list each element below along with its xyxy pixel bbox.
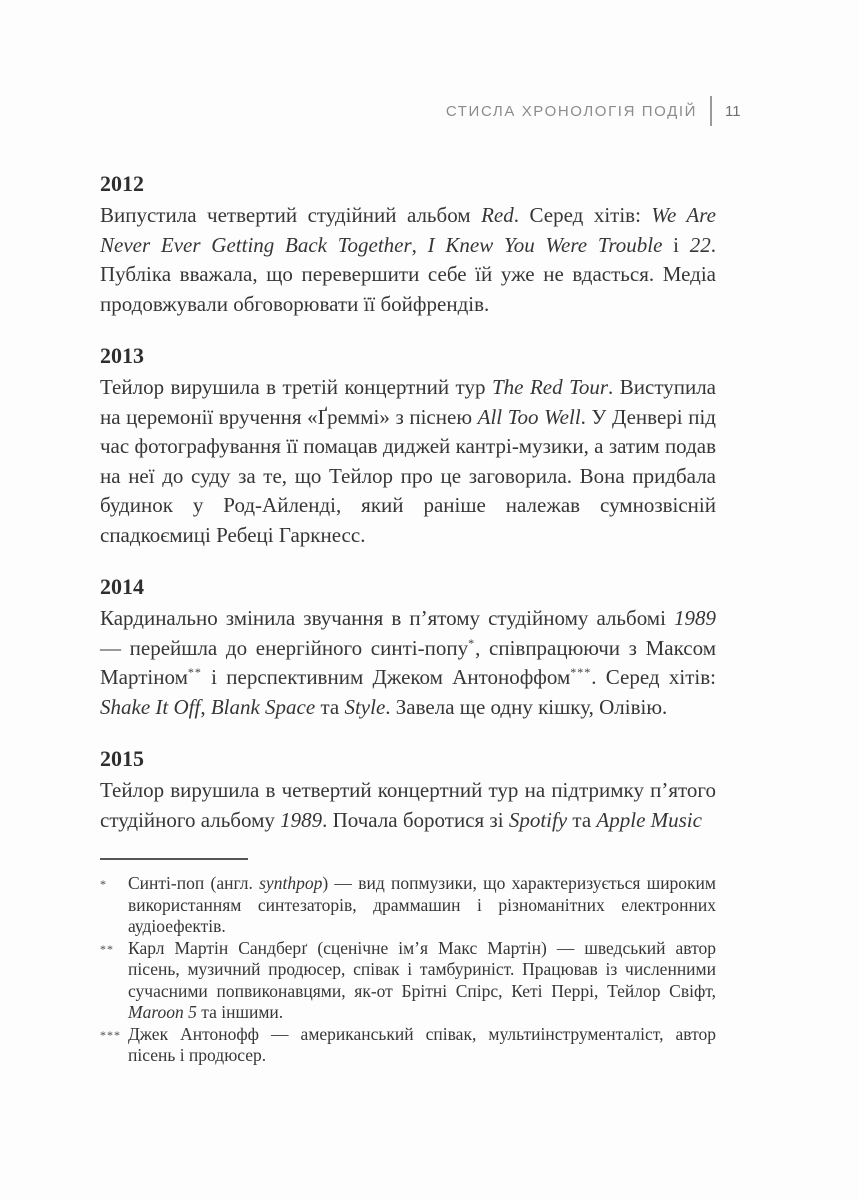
section-2012	[100, 173, 716, 319]
paragraph: Тейлор вирушила в третій концертний тур The Red Tour. Виступила на церемонії вручення «Ґреммі» з піснею All Too Well. У Денвері під час фотографування її помацав диджей кантрі-музики, а затим подав на неї до суду за те, що Тейлор про це заговорила. Вона придбала будинок у Род-Айленді, який раніше належав сумнозвісній спадкоємиці Ребеці Гаркнесс.	[100, 375, 716, 547]
footnote-text: Джек Антонофф — американський співак, мультиінструменталіст, автор пісень і продюсер.	[128, 1023, 716, 1065]
year-heading: 2013	[100, 343, 144, 368]
paragraph: Тейлор вирушила в четвертий концертний тур на підтримку п’ятого студійного альбому 1989. Почала боротися зі Spotify та Apple Music	[100, 778, 716, 832]
running-title: СТИСЛА ХРОНОЛОГІЯ ПОДІЙ	[445, 102, 697, 120]
footnote-marker: *	[100, 877, 107, 891]
year-heading: 2015	[100, 746, 144, 771]
section-2013	[100, 345, 716, 550]
paragraph: Кардинально змінила звучання в п’ятому студійному альбомі 1989 — перейшла до енергійного синті-попу*, співпрацюючи з Максом Мартіном** і перспективним Джеком Антоноффом***. Серед хітів: Shake It Off, Blank Space та Style. Завела ще одну кішку, Олівію.	[100, 606, 716, 719]
section-2014	[100, 576, 716, 722]
paragraph: Випустила четвертий студійний альбом Red. Серед хітів: We Are Never Ever Getting Back Together, I Knew You Were Trouble і 22. Публіка вважала, що перевершити себе їй уже не вдасться. Медіа продовжували обговорювати її бойфрендів.	[100, 203, 716, 316]
footnote-jack-antonoff	[100, 1024, 716, 1067]
footnote-text: Карл Мартін Сандберґ (сценічне ім’я Макс Мартін) — шведський автор пісень, музичний продюсер, співак і тамбуриніст. Працював із численними сучасними попвиконавцями, як-от Брітні Спірс, Кеті Перрі, Тейлор Свіфт, Maroon 5 та іншими.	[128, 937, 716, 1022]
year-heading: 2014	[100, 574, 144, 599]
main-text-column	[100, 173, 716, 835]
footnote-synthpop	[100, 873, 716, 938]
running-header	[446, 96, 743, 126]
header-divider	[710, 96, 712, 126]
page-number: 11	[725, 102, 741, 120]
footnote-max-martin	[100, 938, 716, 1024]
footnote-rule	[100, 858, 248, 860]
footnote-marker: **	[100, 941, 114, 956]
footnotes-block	[100, 858, 716, 1067]
footnote-marker: ***	[100, 1027, 121, 1042]
year-heading: 2012	[100, 171, 144, 196]
section-2015	[100, 748, 716, 835]
footnote-text: Синті-поп (англ. synthpop) — вид попмузики, що характеризується широким використанням синтезаторів, драммашин і різноманітних електронних аудіоефектів.	[128, 873, 716, 936]
